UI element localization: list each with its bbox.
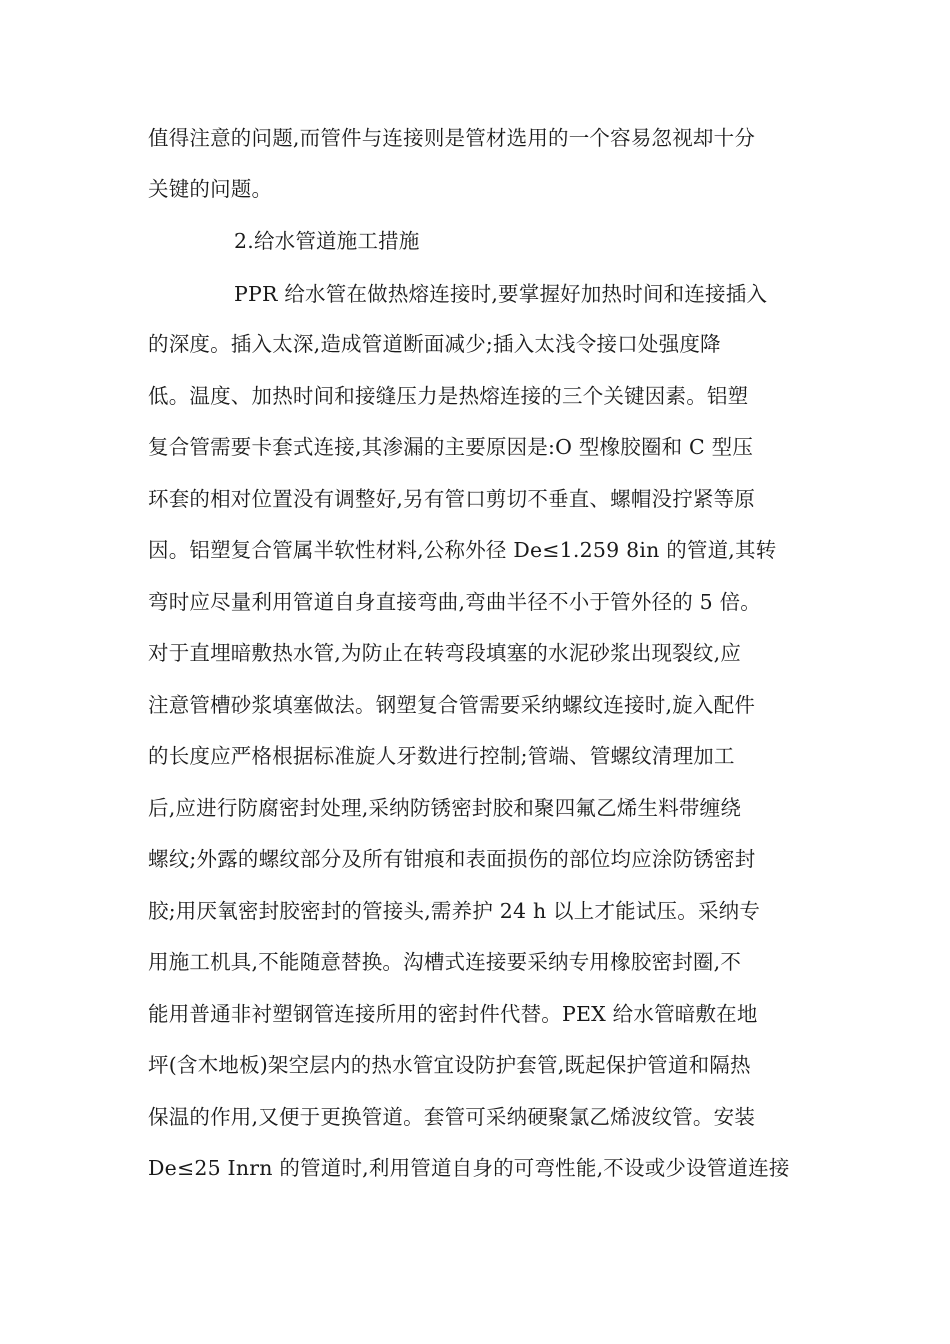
text-line: 用施工机具,不能随意替换。沟槽式连接要采纳专用橡胶密封圈,不	[148, 950, 742, 974]
text-line: 值得注意的问题,而管件与连接则是管材选用的一个容易忽视却十分	[148, 126, 756, 150]
text-line: 关键的问题。	[148, 177, 273, 201]
text-line: 坪(含木地板)架空层内的热水管宜设防护套管,既起保护管道和隔热	[148, 1053, 751, 1077]
text-line: 因。铝塑复合管属半软性材料,公称外径 De≤1.259 8in 的管道,其转	[148, 538, 777, 562]
text-line: 后,应进行防腐密封处理,采纳防锈密封胶和聚四氟乙烯生料带缠绕	[148, 796, 742, 820]
text-line: 对于直埋暗敷热水管,为防止在转弯段填塞的水泥砂浆出现裂纹,应	[148, 641, 742, 665]
section-heading: 2.给水管道施工措施	[234, 229, 420, 253]
text-line: 复合管需要卡套式连接,其渗漏的主要原因是:O 型橡胶圈和 C 型压	[148, 435, 754, 459]
text-line: 保温的作用,又便于更换管道。套管可采纳硬聚氯乙烯波纹管。安装	[148, 1105, 756, 1129]
text-line: PPR 给水管在做热熔连接时,要掌握好加热时间和连接插入	[234, 282, 768, 306]
text-line: 低。温度、加热时间和接缝压力是热熔连接的三个关键因素。铝塑	[148, 384, 749, 408]
text-line: 的深度。插入太深,造成管道断面减少;插入太浅令接口处强度降	[148, 332, 721, 356]
text-line: 环套的相对位置没有调整好,另有管口剪切不垂直、螺帽没拧紧等原	[148, 487, 756, 511]
text-line: 的长度应严格根据标准旋人牙数进行控制;管端、管螺纹清理加工	[148, 744, 735, 768]
text-line: 胶;用厌氧密封胶密封的管接头,需养护 24 h 以上才能试压。采纳专	[148, 899, 761, 923]
text-line: De≤25 Inrn 的管道时,利用管道自身的可弯性能,不设或少设管道连接	[148, 1156, 790, 1180]
text-line: 螺纹;外露的螺纹部分及所有钳痕和表面损伤的部位均应涂防锈密封	[148, 847, 756, 871]
text-line: 能用普通非衬塑钢管连接所用的密封件代替。PEX 给水管暗敷在地	[148, 1002, 758, 1026]
text-line: 弯时应尽量利用管道自身直接弯曲,弯曲半径不小于管外径的 5 倍。	[148, 590, 761, 614]
text-line: 注意管槽砂浆填塞做法。钢塑复合管需要采纳螺纹连接时,旋入配件	[148, 693, 756, 717]
